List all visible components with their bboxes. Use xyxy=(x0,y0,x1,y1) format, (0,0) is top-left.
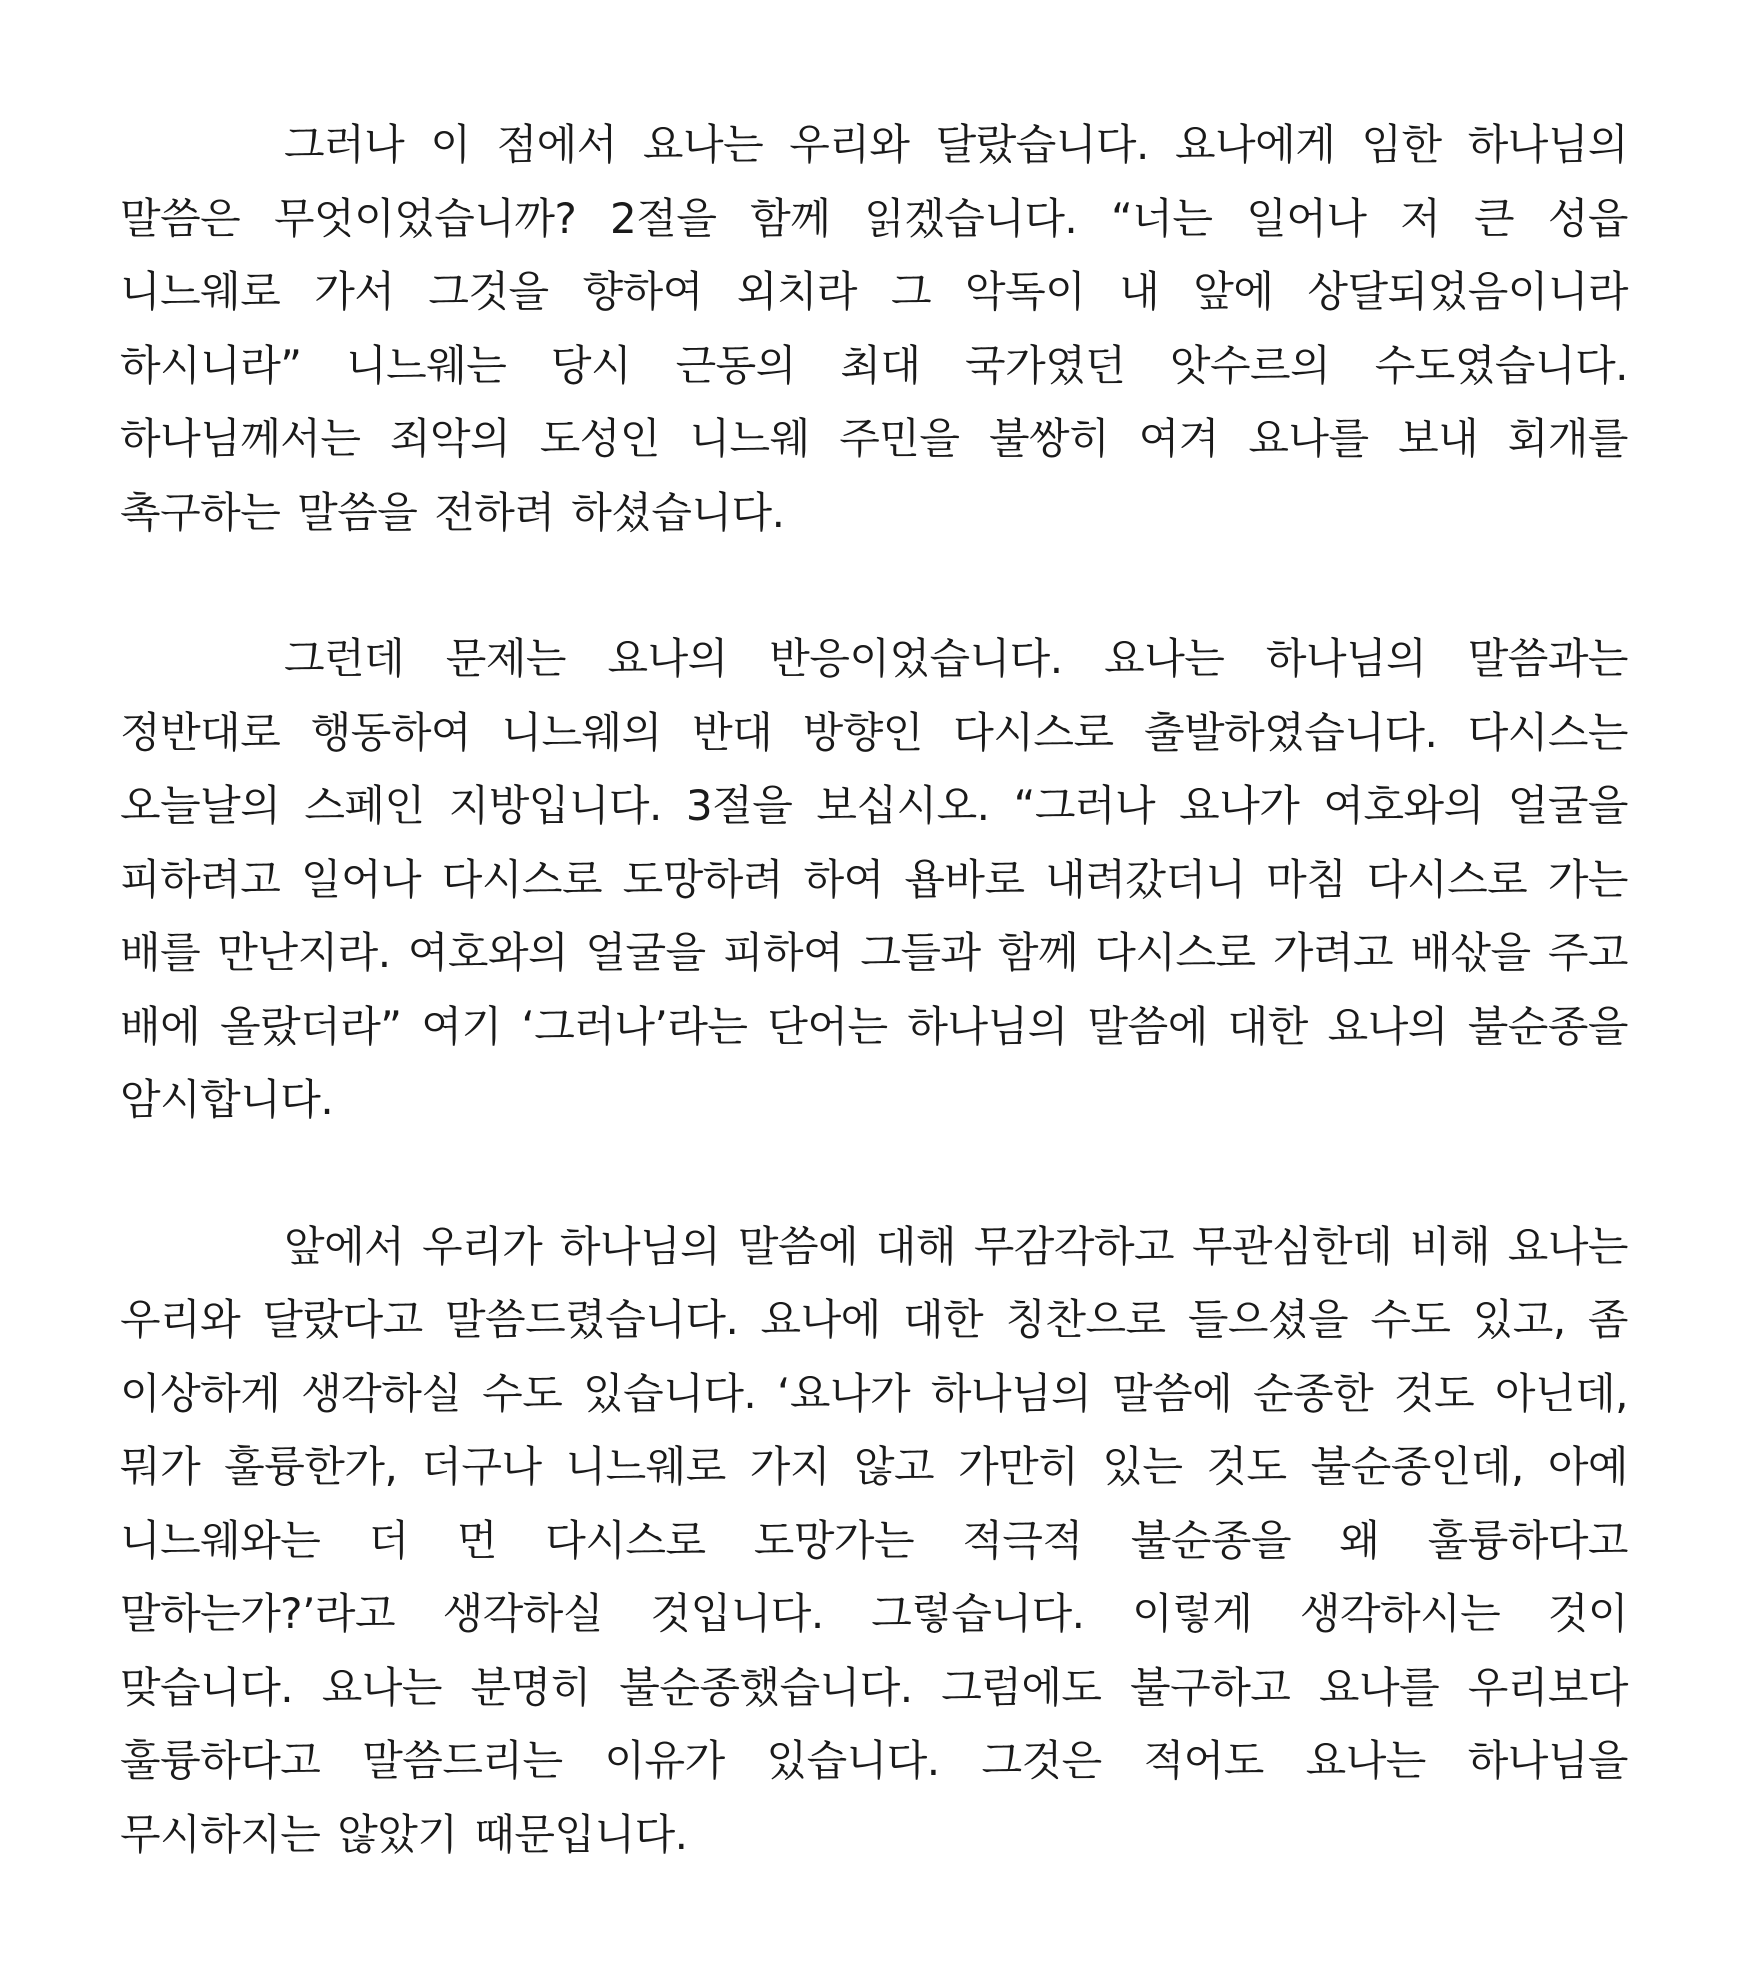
document-page xyxy=(120,108,1628,1871)
paragraph-1: 그러나 이 점에서 요나는 우리와 달랐습니다. 요나에게 임한 하나님의 말씀은 무엇이었습니까? 2절을 함께 읽겠습니다. “너는 일어나 저 큰 성읍 니느웨로 가서 그것을 향하여 외치라 그 악독이 내 앞에 상달되었음이니라 하시니라” 니느웨는 당시 근동의 최대 국가였던 앗수르의 수도였습니다. 하나님께서는 죄악의 도성인 니느웨 주민을 불쌍히 여겨 요나를 보내 회개를 촉구하는 말씀을 전하려 하셨습니다. xyxy=(120,120,1628,537)
paragraph-2: 그런데 문제는 요나의 반응이었습니다. 요나는 하나님의 말씀과는 정반대로 행동하여 니느웨의 반대 방향인 다시스로 출발하였습니다. 다시스는 오늘날의 스페인 지방입니다. 3절을 보십시오. “그러나 요나가 여호와의 얼굴을 피하려고 일어나 다시스로 도망하려 하여 욥바로 내려갔더니 마침 다시스로 가는 배를 만난지라. 여호와의 얼굴을 피하여 그들과 함께 다시스로 가려고 배삯을 주고 배에 올랐더라” 여기 ‘그러나’라는 단어는 하나님의 말씀에 대한 요나의 불순종을 암시합니다. xyxy=(120,634,1628,1124)
paragraph-3: 앞에서 우리가 하나님의 말씀에 대해 무감각하고 무관심한데 비해 요나는 우리와 달랐다고 말씀드렸습니다. 요나에 대한 칭찬으로 들으셨을 수도 있고, 좀 이상하게 생각하실 수도 있습니다. ‘요나가 하나님의 말씀에 순종한 것도 아닌데, 뭐가 훌륭한가, 더구나 니느웨로 가지 않고 가만히 있는 것도 불순종인데, 아예 니느웨와는 더 먼 다시스로 도망가는 적극적 불순종을 왜 훌륭하다고 말하는가?’라고 생각하실 것입니다. 그렇습니다. 이렇게 생각하시는 것이 맞습니다. 요나는 분명히 불순종했습니다. 그럼에도 불구하고 요나를 우리보다 훌륭하다고 말씀드리는 이유가 있습니다. 그것은 적어도 요나는 하나님을 무시하지는 않았기 때문입니다. xyxy=(120,1221,1628,1859)
